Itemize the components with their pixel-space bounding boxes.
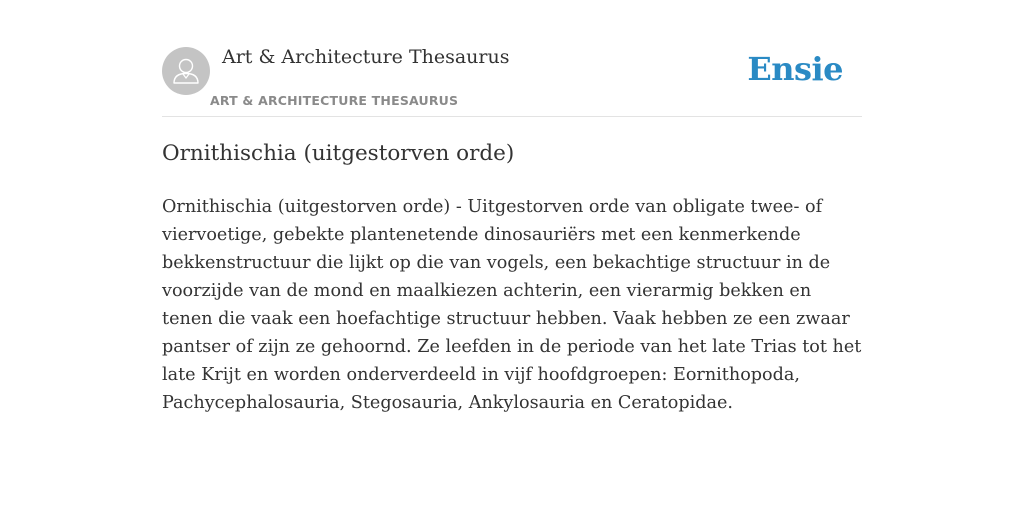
author-avatar[interactable] (162, 47, 210, 95)
entry-definition: Ornithischia (uitgestorven orde) - Uitgestorven orde van obligate twee- of viervoetige, gebekte plantenetende dinosauriërs met een kenmerkende bekkenstructuur die lijkt op die van vogels, een bekachtige structuur in de voorzijde van de mond en maalkiezen achterin, een vierarmig bekken en tenen die vaak een hoefachtige structuur hebben. Vaak hebben ze een zwaar pantser of zijn ze gehoornd. Ze leefden in de periode van het late Trias tot het late Krijt en worden onderverdeeld in vijf hoofdgroepen: Eornithopoda, Pachycephalosauria, Stegosauria, Ankylosauria en Ceratopidae. (162, 197, 862, 413)
entry-title: Ornithischia (uitgestorven orde) (162, 141, 515, 166)
entry-card (162, 0, 862, 512)
user-icon (162, 47, 210, 95)
ensie-logo[interactable]: Ensie (747, 50, 843, 88)
author-name[interactable]: Art & Architecture Thesaurus (222, 46, 510, 68)
source-label: ART & ARCHITECTURE THESAURUS (210, 93, 459, 108)
entry-header (162, 0, 862, 117)
